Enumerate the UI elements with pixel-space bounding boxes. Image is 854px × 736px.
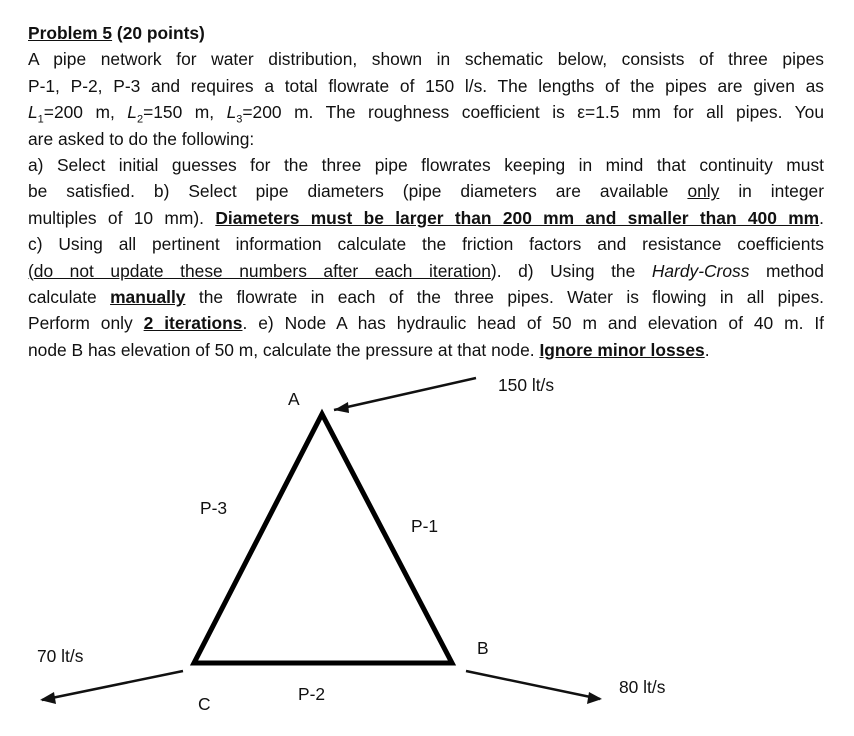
only-emphasis: only	[687, 181, 720, 202]
length-sub-3: 3	[236, 113, 243, 126]
outflow-b-line	[466, 671, 600, 699]
outflow-arrow-b	[466, 671, 602, 704]
inflow-a-label: 150 lt/s	[498, 375, 555, 395]
pipe-2-label: P-2	[298, 684, 326, 704]
length-sub-1: 1	[37, 113, 44, 126]
end-period: .	[704, 339, 710, 360]
intro-text-1: A pipe network for water distribution, shown in schematic below, consists of three pipes	[28, 49, 824, 70]
problem-title: Problem 5	[28, 23, 113, 43]
part-a-text: a) Select initial guesses for the three pipe flowrates keeping in mind that continuity must	[28, 154, 824, 175]
part-b-text-2: in integer	[738, 181, 824, 202]
part-c-text: c) Using all pertinent information calculate the friction factors and resistance coefficients	[28, 234, 824, 255]
intro-text-4: are asked to do the following:	[28, 128, 255, 149]
inflow-arrowhead	[334, 402, 349, 413]
inflow-arrow-a	[334, 378, 476, 413]
length-sub-2: 2	[136, 113, 144, 126]
length-value-1: =200 m,	[43, 102, 128, 123]
length-value-3: =200 m. The roughness coefficient is ε=1.5 mm for all pipes. You	[242, 102, 824, 123]
pipe-3-label: P-3	[200, 498, 228, 518]
outflow-c-line	[42, 671, 183, 700]
pipe-1-label: P-1	[411, 516, 439, 536]
intro-text-2: P-1, P-2, P-3 and requires a total flowrate of 150 l/s. The lengths of the pipes are given as	[28, 75, 824, 96]
part-b-text-3: multiples of 10 mm).	[28, 207, 204, 228]
ignore-losses-emphasis: Ignore minor losses	[539, 339, 705, 360]
length-symbol-1: L	[28, 102, 38, 123]
outflow-c-arrowhead	[40, 692, 56, 704]
length-symbol-2: L	[127, 102, 137, 123]
pipe-triangle	[194, 414, 452, 663]
perform-text: Perform only	[28, 313, 133, 334]
iterations-emphasis: 2 iterations	[143, 313, 243, 334]
paren-open: (	[28, 260, 34, 281]
node-b-label: B	[477, 638, 489, 658]
part-e-text: . e) Node A has hydraulic head of 50 m and elevation of 40 m. If	[242, 313, 824, 334]
outflow-b-label: 80 lt/s	[619, 677, 666, 697]
diameter-requirement: Diameters must be larger than 200 mm and smaller than 400 mm	[215, 207, 820, 228]
problem-points: (20 points)	[112, 23, 205, 43]
calculate-word: calculate	[28, 286, 97, 307]
length-value-2: =150 m,	[143, 102, 227, 123]
outflow-arrow-c	[40, 671, 183, 704]
node-a-label: A	[288, 389, 300, 409]
inflow-arrow-line	[334, 378, 476, 410]
no-update-note: do not update these numbers after each iteration	[33, 260, 491, 281]
part-b-text-1: be satisfied. b) Select pipe diameters (pipe diameters are available	[28, 181, 669, 202]
manually-emphasis: manually	[110, 286, 186, 307]
method-word: method	[765, 260, 824, 281]
length-symbol-3: L	[226, 102, 237, 123]
paren-close: ).	[490, 260, 502, 281]
hardy-cross-method: Hardy-Cross	[651, 260, 750, 281]
node-c-label: C	[198, 694, 211, 714]
flowrate-text: the flowrate in each of the three pipes. Water is flowing in all pipes.	[198, 286, 824, 307]
outflow-c-label: 70 lt/s	[37, 646, 84, 666]
node-b-text: node B has elevation of 50 m, calculate the pressure at that node.	[28, 339, 535, 360]
period: .	[819, 207, 824, 228]
part-d-text: d) Using the	[501, 260, 636, 281]
outflow-b-arrowhead	[587, 692, 602, 704]
